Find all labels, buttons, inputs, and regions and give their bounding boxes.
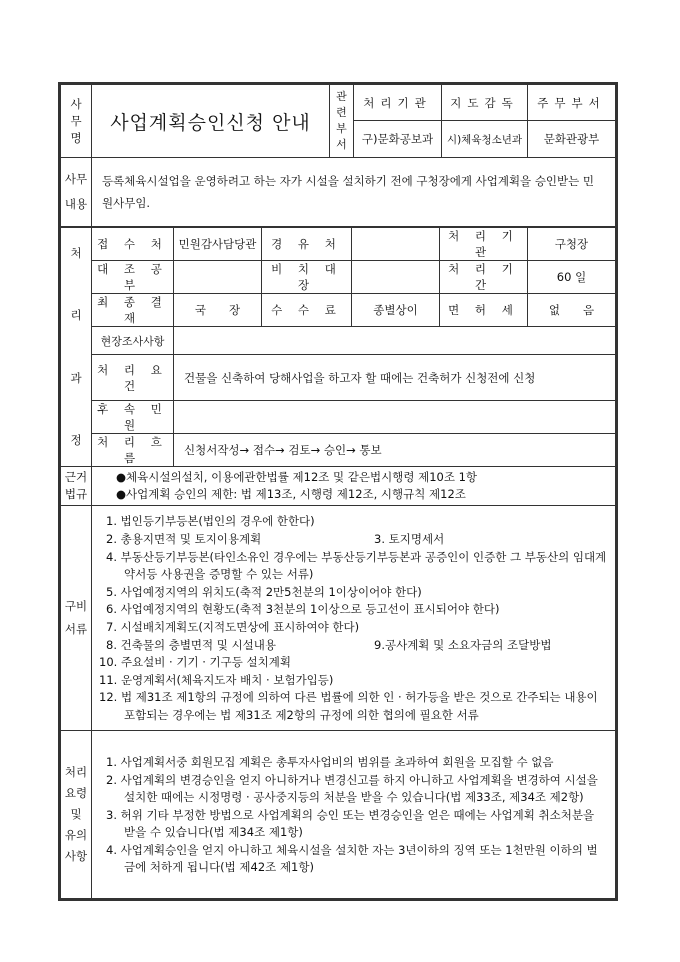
fee-label: 수 수 료	[262, 294, 352, 327]
followup-label: 후 속 민 원	[92, 401, 174, 434]
final-approval-value: 국 장	[174, 294, 262, 327]
flow-value: 신청서작성→ 접수→ 검토→ 승인→ 통보	[174, 434, 616, 467]
notes-label: 처리 요령 및 유의 사항	[61, 731, 92, 899]
duty-label: 사무 내용	[61, 158, 92, 227]
via-label: 경 유 처	[262, 228, 352, 261]
note-item: 4. 사업계획승인을 얻지 아니하고 체육시설을 설치한 자는 3년이하의 징역 또는 1천만원 이하의 벌금에 처하게 됩니다(법 제42조 제1항)	[106, 842, 598, 875]
document-item: 8. 건축물의 층별면적 및 시설내용	[106, 637, 277, 652]
processing-agency-header: 처리기관	[354, 85, 442, 121]
reception-label: 접 수 처	[92, 228, 174, 261]
site-survey-label: 현장조사사항	[92, 327, 174, 355]
document-item: 6. 사업예정지역의 현황도(축적 3천분의 1이상으로 등고선이 표시되어야 한다)	[106, 602, 500, 617]
agency-label: 처 리 기 관	[440, 228, 528, 261]
agency-value: 구청장	[528, 228, 616, 261]
notes-list	[92, 731, 616, 899]
law-item: ●체육시설의설치, 이용에관한법률 제12조 및 같은법시행령 제10조 1항	[116, 470, 478, 484]
requirement-value: 건물을 신축하여 당해사업을 하고자 할 때에는 건축허가 신청전에 신청	[174, 355, 616, 401]
process-table	[60, 227, 616, 899]
process-label: 처 리 과 정	[61, 228, 92, 467]
supervision-header: 지도감독	[442, 85, 528, 121]
documents-label: 구비 서류	[61, 506, 92, 731]
fee-value: 종별상이	[352, 294, 440, 327]
note-item: 1. 사업계획서중 회원모집 계획은 총투자사업비의 범위를 초과하여 회원을 모집할 수 없음	[106, 754, 554, 769]
main-dept-value: 문화관광부	[528, 121, 616, 158]
note-item: 2. 사업계획의 변경승인을 얻지 아니하거나 변경신고를 하지 아니하고 사업계획을 변경하여 시설을 설치한 때에는 시정명령 · 공사중지등의 처분을 받을 수 있습니다(법 제33조, 제34조 제2항)	[106, 772, 598, 805]
supervision-value: 시)체육청소년과	[442, 121, 528, 158]
duty-text: 등록체육시설업을 운영하려고 하는 자가 시설을 설치하기 전에 구청장에게 사업계획을 승인받는 민원사무임.	[92, 158, 616, 227]
document-item: 1. 법인등기부등본(법인의 경우에 한한다)	[106, 514, 315, 529]
site-survey-value	[174, 327, 616, 355]
page-title: 사업계획승인신청 안내	[92, 85, 330, 158]
document-item: 5. 사업예정지역의 위치도(축적 2만5천분의 1이상이어야 한다)	[106, 584, 422, 599]
reception-value: 민원감사담당관	[174, 228, 262, 261]
law-item: ●사업계획 승인의 제한: 법 제13조, 시행령 제12조, 시행규칙 제12조	[116, 487, 466, 501]
requirement-label: 처 리 요 건	[92, 355, 174, 401]
license-tax-value: 없 음	[528, 294, 616, 327]
flow-label: 처 리 흐 름	[92, 434, 174, 467]
period-label: 처 리 기 간	[440, 261, 528, 294]
law-list	[92, 467, 616, 506]
final-approval-label: 최 종 결 재	[92, 294, 174, 327]
documents-list	[92, 506, 616, 731]
document-item: 2. 총용지면적 및 토지이용계획	[106, 532, 262, 547]
processing-agency-value: 구)문화공보과	[354, 121, 442, 158]
document-item: 11. 운영계획서(체육지도자 배치 · 보험가입등)	[99, 672, 334, 687]
period-value: 60 일	[528, 261, 616, 294]
license-tax-label: 면 허 세	[440, 294, 528, 327]
reference-docs-value	[174, 261, 262, 294]
document-item: 9.공사계획 및 소요자금의 조달방법	[374, 637, 552, 652]
followup-value	[174, 401, 616, 434]
task-name-label: 사 무 명	[61, 85, 92, 158]
reference-docs-label: 대 조 공 부	[92, 261, 174, 294]
header-table	[60, 84, 616, 227]
main-dept-header: 주무부서	[528, 85, 616, 121]
document-item: 12. 법 제31조 제1항의 규정에 의하여 다른 법률에 의한 인 · 허가등을 받은 것으로 간주되는 내용이 포함되는 경우에는 법 제31조 제2항의 규정에 의한 협의에 필요한 서류	[99, 690, 598, 722]
related-dept-label: 관 련 부 서	[330, 85, 354, 158]
document-item: 10. 주요설비 · 기기 · 기구등 설치계획	[99, 655, 291, 670]
document-item: 3. 토지명세서	[374, 532, 445, 547]
document-item: 4. 부동산등기부등본(타인소유인 경우에는 부동산등기부등본과 공증인이 인증한 그 부동산의 임대계약서등 사용권을 증명할 수 있는 서류)	[106, 549, 607, 582]
via-value	[352, 228, 440, 261]
ledger-value	[352, 261, 440, 294]
note-item: 3. 허위 기타 부정한 방법으로 사업계획의 승인 또는 변경승인을 얻은 때에는 사업계획 취소처분을 받을 수 있습니다(법 제34조 제1항)	[106, 807, 595, 840]
document-item: 7. 시설배치계획도(지적도면상에 표시하여야 한다)	[106, 620, 360, 634]
law-label: 근거 법규	[61, 467, 92, 506]
application-guide-form	[58, 82, 618, 901]
ledger-label: 비 치 대 장	[262, 261, 352, 294]
